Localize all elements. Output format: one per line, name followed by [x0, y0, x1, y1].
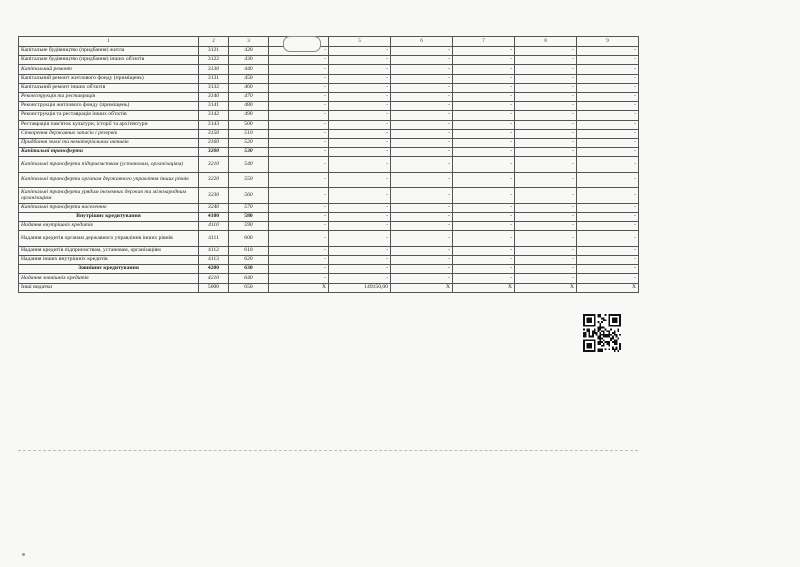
expenditure-table [18, 36, 639, 293]
row-value: - [391, 274, 453, 283]
row-code: 5000 [199, 283, 229, 292]
row-value: - [577, 47, 639, 56]
row-value: - [453, 265, 515, 274]
row-value: - [577, 102, 639, 111]
row-value: - [269, 188, 329, 204]
row-line-number: 440 [229, 65, 269, 74]
row-value: - [577, 138, 639, 147]
row-value: - [269, 157, 329, 173]
table-row [19, 256, 639, 265]
row-value: - [515, 138, 577, 147]
row-code: 3150 [199, 129, 229, 138]
row-value: - [269, 222, 329, 231]
row-value: - [329, 246, 391, 255]
row-value: - [329, 74, 391, 83]
table-row [19, 47, 639, 56]
row-value: - [453, 172, 515, 188]
table-row [19, 148, 639, 157]
row-code: 4200 [199, 265, 229, 274]
column-number: 1 [19, 37, 199, 47]
table-row [19, 172, 639, 188]
row-value: - [515, 265, 577, 274]
row-value: - [515, 65, 577, 74]
row-name: Створення державних запасів і резервів [19, 129, 199, 138]
row-code: 3131 [199, 74, 229, 83]
row-value: X [515, 283, 577, 292]
row-value: - [577, 188, 639, 204]
row-line-number: 580 [229, 212, 269, 221]
row-name: Капітальні трансферти [19, 148, 199, 157]
table-row [19, 274, 639, 283]
row-value: - [391, 222, 453, 231]
row-name: Капітальні трансферти підприємствам (установам, організаціям) [19, 157, 199, 173]
row-value: - [391, 148, 453, 157]
row-value: - [329, 188, 391, 204]
row-value: - [577, 74, 639, 83]
row-name: Надання кредитів підприємствам, установам, організаціям [19, 246, 199, 255]
row-name: Зовнішнє кредитування [19, 265, 199, 274]
row-value: - [577, 56, 639, 65]
row-code: 4100 [199, 212, 229, 221]
row-line-number: 570 [229, 203, 269, 212]
row-code: 4112 [199, 246, 229, 255]
table-row [19, 203, 639, 212]
column-number: 9 [577, 37, 639, 47]
row-name: Реконструкція та реставрація інших об'єктів [19, 111, 199, 120]
row-value: - [269, 92, 329, 101]
row-value: - [453, 157, 515, 173]
row-line-number: 510 [229, 129, 269, 138]
row-value: - [515, 274, 577, 283]
qr-code-icon [583, 314, 621, 352]
row-value: - [515, 56, 577, 65]
row-code: 4110 [199, 222, 229, 231]
row-value: - [515, 231, 577, 247]
row-line-number: 460 [229, 83, 269, 92]
row-line-number: 590 [229, 222, 269, 231]
row-name: Капітальні трансферти органам державного управління інших рівнів [19, 172, 199, 188]
row-name: Надання інших внутрішніх кредитів [19, 256, 199, 265]
row-value: - [269, 120, 329, 129]
row-value: - [391, 56, 453, 65]
row-value: - [269, 203, 329, 212]
row-value: - [577, 65, 639, 74]
row-value: - [515, 188, 577, 204]
row-value: - [515, 222, 577, 231]
row-code: 3121 [199, 47, 229, 56]
row-value: - [391, 138, 453, 147]
row-value: - [269, 65, 329, 74]
row-value: - [329, 138, 391, 147]
row-line-number: 650 [229, 283, 269, 292]
row-value: - [515, 102, 577, 111]
row-value: X [453, 283, 515, 292]
row-value: - [269, 172, 329, 188]
row-value: - [391, 157, 453, 173]
row-code: 4113 [199, 256, 229, 265]
row-code: 3210 [199, 157, 229, 173]
row-value: - [329, 111, 391, 120]
row-value: - [577, 203, 639, 212]
row-name: Капітальне будівництво (придбання) інших об'єктів [19, 56, 199, 65]
row-value: - [329, 157, 391, 173]
row-value: - [391, 188, 453, 204]
row-value: - [329, 172, 391, 188]
row-code: 3132 [199, 83, 229, 92]
row-code: 3230 [199, 188, 229, 204]
row-value: - [453, 129, 515, 138]
row-name: Капітальні трансферти урядам іноземних держав та міжнародним організаціям [19, 188, 199, 204]
row-value: - [453, 92, 515, 101]
row-value: - [577, 274, 639, 283]
row-value: - [329, 129, 391, 138]
row-value: - [453, 148, 515, 157]
row-code: 3130 [199, 65, 229, 74]
row-value: - [329, 222, 391, 231]
row-line-number: 420 [229, 47, 269, 56]
row-line-number: 540 [229, 157, 269, 173]
row-value: - [391, 129, 453, 138]
row-value: - [329, 102, 391, 111]
table-row [19, 74, 639, 83]
row-value: - [515, 203, 577, 212]
row-value: - [329, 212, 391, 221]
row-value: - [391, 92, 453, 101]
row-value: - [577, 222, 639, 231]
row-code: 3140 [199, 92, 229, 101]
row-line-number: 620 [229, 256, 269, 265]
row-value: - [453, 65, 515, 74]
row-name: Надання кредитів органам державного управління інших рівнів [19, 231, 199, 247]
row-value: - [577, 172, 639, 188]
table-row [19, 120, 639, 129]
column-number: 5 [329, 37, 391, 47]
table-row [19, 283, 639, 292]
row-value: - [577, 265, 639, 274]
row-code: 4111 [199, 231, 229, 247]
row-line-number: 470 [229, 92, 269, 101]
row-code: 3122 [199, 56, 229, 65]
row-value: - [329, 231, 391, 247]
row-value: - [391, 74, 453, 83]
table-row [19, 222, 639, 231]
row-value: - [577, 256, 639, 265]
row-value: - [329, 92, 391, 101]
row-line-number: 500 [229, 120, 269, 129]
row-name: Реставрація пам'яток культури, історії та архітектури [19, 120, 199, 129]
row-value: - [453, 256, 515, 265]
row-name: Внутрішнє кредитування [19, 212, 199, 221]
row-name: Капітальний ремонт [19, 65, 199, 74]
row-value: - [453, 74, 515, 83]
row-code: 3220 [199, 172, 229, 188]
row-code: 3141 [199, 102, 229, 111]
row-value: - [577, 157, 639, 173]
row-value: - [329, 274, 391, 283]
row-value: - [269, 102, 329, 111]
row-value: - [453, 56, 515, 65]
table-body [19, 37, 639, 293]
row-value: - [269, 83, 329, 92]
row-value: - [577, 148, 639, 157]
row-line-number: 490 [229, 111, 269, 120]
row-value: - [577, 83, 639, 92]
row-value: - [269, 129, 329, 138]
row-value: - [391, 65, 453, 74]
row-value: - [453, 102, 515, 111]
row-value: - [269, 231, 329, 247]
row-value: - [329, 65, 391, 74]
row-value: - [391, 231, 453, 247]
row-value: - [515, 74, 577, 83]
row-value: - [329, 56, 391, 65]
table-row [19, 83, 639, 92]
row-line-number: 550 [229, 172, 269, 188]
row-value: X [269, 283, 329, 292]
column-number: 8 [515, 37, 577, 47]
row-value: - [515, 120, 577, 129]
row-value: - [269, 148, 329, 157]
table-row [19, 138, 639, 147]
row-value: - [515, 212, 577, 221]
row-code: 3240 [199, 203, 229, 212]
table-row [19, 102, 639, 111]
row-code: 3160 [199, 138, 229, 147]
row-value: - [453, 231, 515, 247]
row-value: - [577, 120, 639, 129]
row-line-number: 560 [229, 188, 269, 204]
row-value: - [329, 203, 391, 212]
row-value: - [453, 274, 515, 283]
row-name: Капітальне будівництво (придбання) житла [19, 47, 199, 56]
row-value: - [453, 47, 515, 56]
row-value: - [329, 83, 391, 92]
row-name: Придбання землі та нематеріальних активів [19, 138, 199, 147]
row-value: - [453, 111, 515, 120]
scan-speck [22, 553, 25, 556]
table-row [19, 65, 639, 74]
row-line-number: 610 [229, 246, 269, 255]
row-value: - [453, 203, 515, 212]
row-line-number: 630 [229, 265, 269, 274]
row-line-number: 600 [229, 231, 269, 247]
row-value: - [391, 203, 453, 212]
row-value: - [577, 212, 639, 221]
row-value: - [515, 83, 577, 92]
row-value: - [453, 212, 515, 221]
row-value: - [329, 120, 391, 129]
row-value: - [269, 111, 329, 120]
row-name: Надання внутрішніх кредитів [19, 222, 199, 231]
row-value: - [391, 47, 453, 56]
row-value: - [269, 256, 329, 265]
row-value: - [391, 120, 453, 129]
row-name: Надання зовнішніх кредитів [19, 274, 199, 283]
row-value: - [453, 83, 515, 92]
row-value: - [453, 120, 515, 129]
row-line-number: 430 [229, 56, 269, 65]
row-line-number: 480 [229, 102, 269, 111]
row-value: - [515, 148, 577, 157]
row-value: - [391, 256, 453, 265]
table-row [19, 157, 639, 173]
row-name: Капітальний ремонт житлового фонду (приміщень) [19, 74, 199, 83]
row-value: X [577, 283, 639, 292]
row-name: Реконструкція житлового фонду (приміщень) [19, 102, 199, 111]
row-value: - [577, 129, 639, 138]
row-value: - [453, 188, 515, 204]
row-value: - [269, 212, 329, 221]
row-line-number: 450 [229, 74, 269, 83]
column-number: 2 [199, 37, 229, 47]
row-value: - [453, 222, 515, 231]
row-value: - [515, 129, 577, 138]
row-value: - [329, 47, 391, 56]
row-value: - [515, 246, 577, 255]
row-value: - [269, 265, 329, 274]
row-value: - [391, 172, 453, 188]
row-value: - [515, 92, 577, 101]
row-value: - [391, 246, 453, 255]
table-row [19, 111, 639, 120]
column-number: 7 [453, 37, 515, 47]
table-row [19, 265, 639, 274]
row-value: - [269, 138, 329, 147]
row-value: - [391, 111, 453, 120]
table-row [19, 246, 639, 255]
row-value: 149150,00 [329, 283, 391, 292]
row-code: 3200 [199, 148, 229, 157]
table-row [19, 188, 639, 204]
table-row [19, 231, 639, 247]
row-name: Інші видатки [19, 283, 199, 292]
row-code: 3142 [199, 111, 229, 120]
table-row [19, 92, 639, 101]
row-value: - [515, 157, 577, 173]
row-value: - [577, 246, 639, 255]
row-value: - [391, 83, 453, 92]
row-value: - [577, 111, 639, 120]
column-number: 3 [229, 37, 269, 47]
table-row [19, 56, 639, 65]
row-name: Реконструкція та реставрація [19, 92, 199, 101]
row-value: - [269, 246, 329, 255]
table-row [19, 212, 639, 221]
row-line-number: 530 [229, 148, 269, 157]
row-value: - [515, 256, 577, 265]
row-line-number: 640 [229, 274, 269, 283]
row-value: - [329, 265, 391, 274]
row-value: - [577, 92, 639, 101]
table-row [19, 129, 639, 138]
row-value: - [391, 102, 453, 111]
row-name: Капітальний ремонт інших об'єктів [19, 83, 199, 92]
row-value: - [269, 274, 329, 283]
row-value: - [515, 47, 577, 56]
row-value: - [515, 111, 577, 120]
row-value: - [269, 74, 329, 83]
page-footer-line [18, 450, 638, 461]
row-value: - [269, 56, 329, 65]
row-value: - [391, 265, 453, 274]
row-value: - [515, 172, 577, 188]
row-value: - [329, 148, 391, 157]
row-value: - [577, 231, 639, 247]
row-value: - [329, 256, 391, 265]
row-value: - [269, 47, 329, 56]
row-value: - [453, 138, 515, 147]
row-code: 4210 [199, 274, 229, 283]
column-number-row [19, 37, 639, 47]
row-value: X [391, 283, 453, 292]
header-oval-mark [283, 36, 321, 52]
row-code: 3143 [199, 120, 229, 129]
row-value: - [453, 246, 515, 255]
row-name: Капітальні трансферти населенню [19, 203, 199, 212]
column-number: 6 [391, 37, 453, 47]
row-value: - [391, 212, 453, 221]
row-line-number: 520 [229, 138, 269, 147]
